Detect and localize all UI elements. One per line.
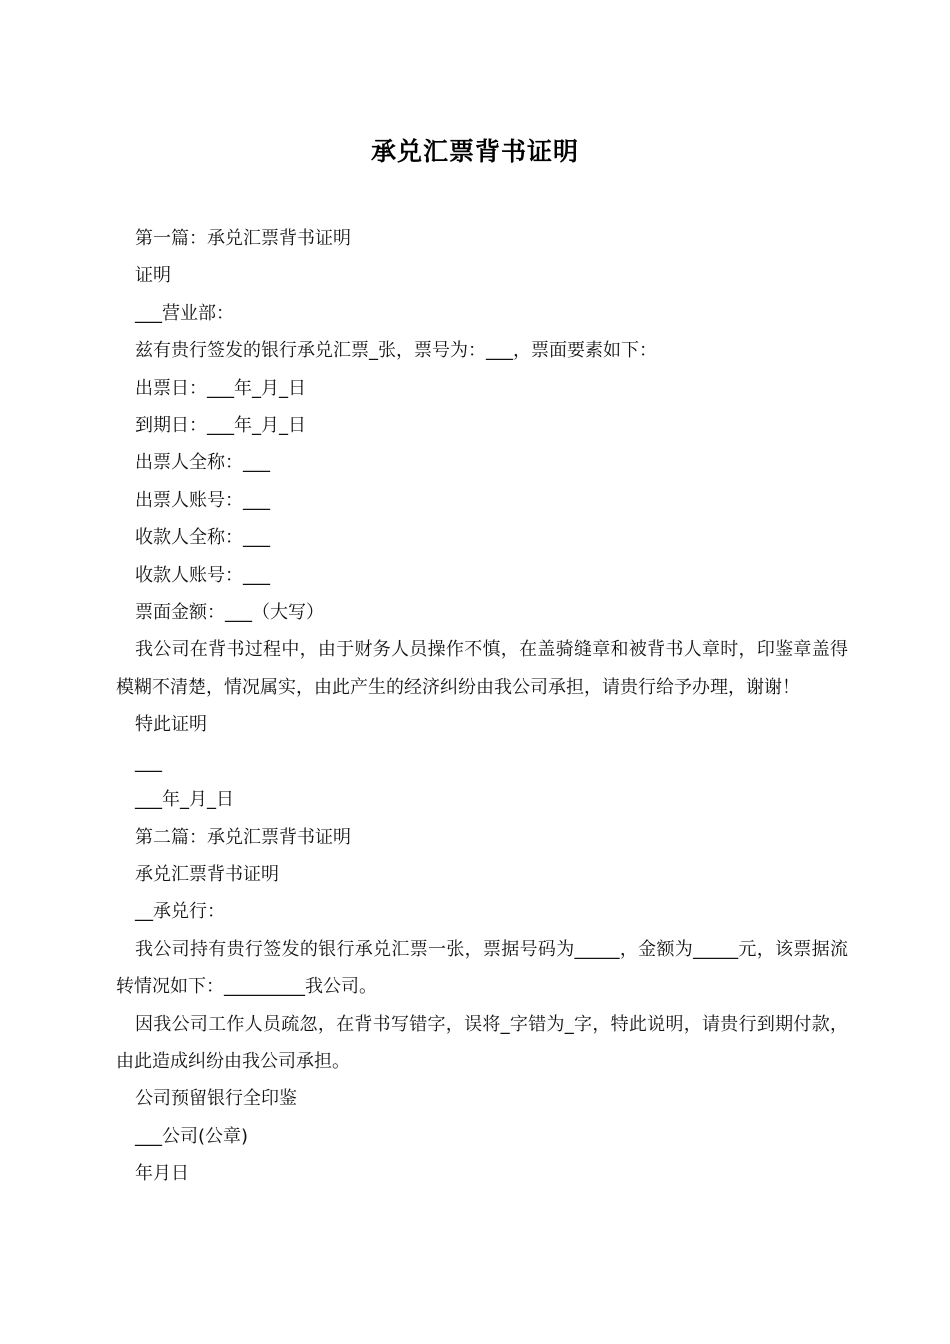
part1-heading: 第一篇：承兑汇票背书证明: [135, 228, 351, 249]
part1-closing: 特此证明: [135, 714, 207, 736]
part1-addressee: ___营业部：: [135, 302, 234, 324]
part2-seal-note: 公司预留银行全印鉴: [135, 1088, 297, 1110]
field-payee-account: 收款人账号：___: [135, 564, 270, 586]
part1-subtitle: 证明: [135, 265, 171, 287]
document-title: 承兑汇票背书证明: [370, 137, 579, 166]
field-drawer-account: 出票人账号：___: [135, 489, 270, 511]
field-payee-name: 收款人全称：___: [135, 527, 270, 549]
field-drawer-name: 出票人全称：___: [135, 452, 270, 474]
part2-paragraph1: 我公司持有贵行签发的银行承兑汇票一张，票据号码为_____，金额为_____元，该票据流转情况如下：_________我公司。: [116, 938, 848, 998]
part2-paragraph2: 因我公司工作人员疏忽，在背书写错字，误将_字错为_字，特此说明，请贵行到期付款，由此造成纠纷由我公司承担。: [116, 1013, 848, 1072]
field-due-date: 到期日：___年_月_日: [135, 415, 306, 437]
part2-date: 年月日: [135, 1163, 189, 1185]
part2-heading: 第二篇：承兑汇票背书证明: [135, 826, 351, 848]
part1-statement: 我公司在背书过程中，由于财务人员操作不慎，在盖骑缝章和被背书人章时，印鉴章盖得模糊不清楚，情况属实，由此产生的经济纠纷由我公司承担，请贵行给予办理，谢谢！: [116, 639, 848, 698]
field-amount: 票面金额：___（大写）: [135, 602, 324, 624]
part2-addressee: __承兑行：: [135, 901, 225, 923]
part1-signature-blank: ___: [135, 751, 162, 773]
part2-subtitle: 承兑汇票背书证明: [135, 863, 279, 885]
part2-company: ___公司(公章): [135, 1125, 249, 1147]
document-body: [116, 220, 848, 1193]
part1-intro: 兹有贵行签发的银行承兑汇票_张，票号为：___，票面要素如下：: [135, 340, 657, 362]
part1-date: ___年_月_日: [135, 789, 234, 811]
field-issue-date: 出票日：___年_月_日: [135, 377, 306, 399]
